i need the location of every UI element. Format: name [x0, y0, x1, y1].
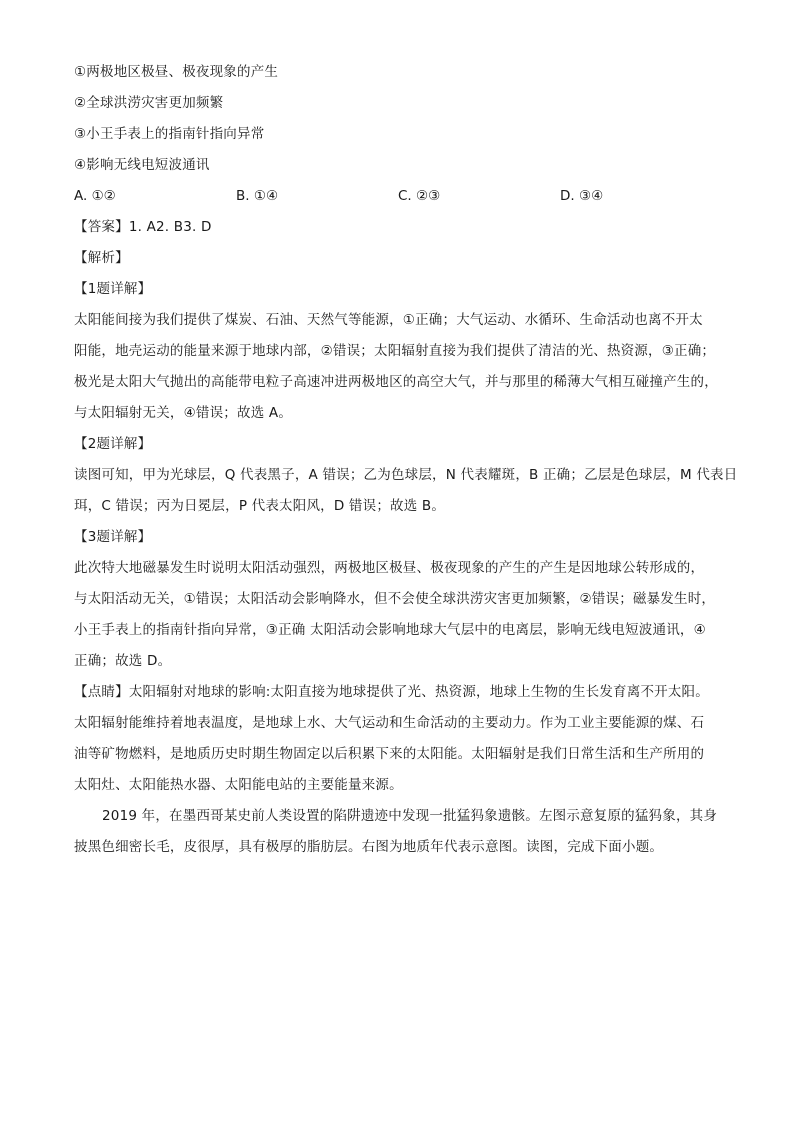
next-passage-line: 2019 年，在墨西哥某史前人类设置的陷阱遗迹中发现一批猛犸象遗骸。左图示意复原的猛犸象，其身 — [102, 808, 718, 824]
option-b: B. ①④ — [236, 188, 279, 204]
tip-line: 太阳辐射能维持着地表温度，是地球上水、大气运动和生命活动的主要动力。作为工业主要能源的煤、石 — [74, 715, 705, 731]
question-item-4: ④影响无线电短波通讯 — [74, 157, 210, 173]
question-item-3: ③小王手表上的指南针指向异常 — [74, 126, 265, 142]
q2-line: 珥，C 错误；丙为日冕层，P 代表太阳风，D 错误；故选 B。 — [74, 498, 446, 514]
option-a: A. ①② — [74, 188, 116, 204]
answer-options — [74, 186, 724, 217]
q3-explanation — [74, 558, 724, 682]
next-passage — [74, 806, 724, 868]
q2-tag: 【2题详解】 — [74, 436, 152, 452]
tip-first-line — [74, 682, 724, 713]
option-c: C. ②③ — [398, 188, 441, 204]
analysis-tag: 【解析】 — [74, 250, 129, 266]
q3-line: 小王手表上的指南针指向异常，③正确 太阳活动会影响地球大气层中的电离层，影响无线电短波通讯，④ — [74, 622, 706, 638]
tip-line: 太阳灶、太阳能热水器、太阳能电站的主要能量来源。 — [74, 777, 403, 793]
q1-explanation — [74, 310, 724, 434]
option-d: D. ③④ — [560, 188, 604, 204]
answer-text: 1. A2. B3. D — [128, 219, 212, 235]
q3-tag: 【3题详解】 — [74, 529, 152, 545]
q3-line: 正确；故选 D。 — [74, 653, 172, 669]
q3-line: 与太阳活动无关，①错误；太阳活动会影响降水，但不会使全球洪涝灾害更加频繁，②错误；磁暴发生时， — [74, 591, 716, 607]
q1-line: 太阳能间接为我们提供了煤炭、石油、天然气等能源，①正确；大气运动、水循环、生命活动也离不开太 — [74, 312, 703, 328]
tip-line: 油等矿物燃料，是地质历史时期生物固定以后积累下来的太阳能。太阳辐射是我们日常生活和生产所用的 — [74, 746, 705, 762]
tip-first-text: 太阳辐射对地球的影响:太阳直接为地球提供了光、热资源，地球上生物的生长发育离不开太阳。 — [128, 684, 709, 700]
q3-line: 此次特大地磁暴发生时说明太阳活动强烈，两极地区极昼、极夜现象的产生的产生是因地球公转形成的， — [74, 560, 705, 576]
q2-explanation — [74, 465, 738, 527]
next-passage-line: 披黑色细密长毛，皮很厚，具有极厚的脂肪层。右图为地质年代表示意图。读图，完成下面小题。 — [74, 839, 664, 855]
q1-line: 极光是太阳大气抛出的高能带电粒子高速冲进两极地区的高空大气，并与那里的稀薄大气相互碰撞产生的， — [74, 374, 718, 390]
answer-line — [74, 217, 724, 248]
document-page — [74, 62, 738, 868]
q1-line: 与太阳辐射无关，④错误；故选 A。 — [74, 405, 293, 421]
q1-tag: 【1题详解】 — [74, 281, 152, 297]
q2-line: 读图可知，甲为光球层，Q 代表黑子，A 错误；乙为色球层，N 代表耀斑，B 正确；乙层是色球层，M 代表日 — [74, 467, 738, 483]
tip-explanation — [74, 713, 724, 806]
q1-line: 阳能，地壳运动的能量来源于地球内部，②错误；太阳辐射直接为我们提供了清洁的光、热资源，③正确； — [74, 343, 716, 359]
answer-tag: 【答案】 — [74, 219, 129, 235]
tip-tag: 【点睛】 — [74, 684, 129, 700]
question-item-1: ①两极地区极昼、极夜现象的产生 — [74, 64, 279, 80]
question-item-2: ②全球洪涝灾害更加频繁 — [74, 95, 224, 111]
